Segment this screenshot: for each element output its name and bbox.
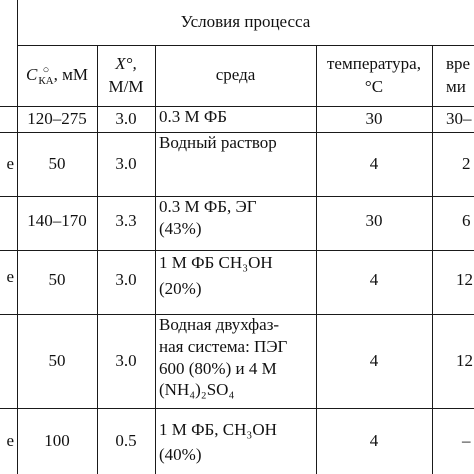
time-unit: ми [446, 76, 466, 96]
row1-ratio [97, 106, 155, 132]
header-ratio [97, 45, 155, 106]
row6-ratio [97, 408, 155, 474]
time-label: вре [446, 54, 471, 74]
time-value: – [462, 431, 471, 450]
row3-ratio [97, 196, 155, 250]
concentration-value: 100 [44, 431, 70, 450]
temp-value: 30 [365, 108, 383, 128]
row-label: e [6, 267, 14, 286]
x-unit: М/М [108, 76, 144, 96]
medium-line: (20%) [159, 279, 202, 299]
row5-ratio [97, 314, 155, 408]
ratio-value: 3.3 [115, 211, 137, 230]
row2-time [432, 132, 474, 196]
row5-temp [316, 314, 432, 408]
c-subscript: КА [38, 74, 54, 87]
row5-label [0, 314, 14, 408]
concentration-value: 50 [48, 153, 66, 173]
row2-temp [316, 132, 432, 196]
row2-medium [155, 132, 316, 196]
time-value: 12 [456, 270, 473, 289]
row1-time [432, 106, 474, 132]
temp-value: 4 [369, 270, 379, 289]
row2-ratio [97, 132, 155, 196]
c-scripts [38, 65, 53, 87]
medium-line: 0.3 М ФБ, ЭГ [159, 197, 257, 216]
header-temperature [316, 45, 432, 106]
medium-line: (NH₄)₂SO₄ [159, 380, 235, 400]
row-label: e [6, 153, 14, 173]
medium-line: 1 М ФБ, CH₃OH [159, 420, 277, 439]
row6-label [0, 408, 14, 474]
row6-concentration [17, 408, 97, 474]
c-symbol: C [26, 65, 38, 85]
row3-time [432, 196, 474, 250]
ratio-value: 3.0 [115, 108, 137, 128]
ratio-value: 3.0 [115, 350, 137, 370]
temp-unit: °C [364, 76, 384, 96]
row4-ratio [97, 250, 155, 314]
time-value: 2 [462, 153, 471, 173]
medium-line: (43%) [159, 219, 202, 239]
header-medium [155, 45, 316, 106]
ratio-value: 3.0 [115, 153, 137, 173]
temp-value: 4 [369, 350, 379, 370]
temp-value: 4 [369, 153, 379, 173]
temp-value: 4 [369, 431, 379, 450]
row4-label [0, 250, 14, 314]
row3-medium [155, 196, 316, 250]
row-label: e [6, 431, 14, 450]
concentration-value: 50 [48, 270, 66, 289]
row6-time [432, 408, 474, 474]
concentration-value: 50 [48, 350, 66, 370]
medium-line: 600 (80%) и 4 М [159, 358, 277, 378]
medium-line: Водная двухфаз- [159, 315, 280, 334]
row4-time [432, 250, 474, 314]
row5-medium [155, 314, 316, 408]
temp-label: температура, [327, 54, 421, 74]
header-time [432, 45, 474, 106]
time-value: 6 [462, 211, 471, 230]
row3-concentration [17, 196, 97, 250]
time-value: 30– [446, 108, 472, 128]
time-value: 12 [456, 350, 473, 370]
row1-label [0, 106, 14, 132]
medium-line: 1 М ФБ CH₃OH [159, 253, 273, 272]
medium-line: (40%) [159, 444, 202, 464]
row2-concentration [17, 132, 97, 196]
row1-concentration [17, 106, 97, 132]
row1-temp [316, 106, 432, 132]
concentration-value: 120–275 [27, 108, 87, 128]
row4-concentration [17, 250, 97, 314]
row3-label [0, 196, 14, 250]
row6-temp [316, 408, 432, 474]
c-unit: , мМ [53, 65, 88, 85]
ratio-value: 3.0 [115, 270, 137, 289]
x-symbol: X°, [115, 54, 137, 74]
temp-value: 30 [365, 211, 383, 230]
row6-medium [155, 408, 312, 474]
row2-label [0, 132, 14, 196]
row5-time [432, 314, 474, 408]
ratio-value: 0.5 [115, 431, 137, 450]
row4-temp [316, 250, 432, 314]
concentration-value: 140–170 [27, 211, 87, 230]
row3-temp [316, 196, 432, 250]
medium-label: среда [215, 65, 256, 85]
row1-medium [155, 106, 316, 132]
header-concentration [17, 45, 97, 106]
medium-line: ная система: ПЭГ [159, 336, 288, 356]
medium-line: Водный раствор [159, 133, 277, 152]
medium-line: 0.3 М ФБ [159, 107, 228, 126]
c-superscript: ○ [42, 63, 50, 76]
row5-concentration [17, 314, 97, 408]
process-conditions-header [17, 0, 474, 45]
process-conditions-text: Условия процесса [180, 12, 311, 32]
row4-medium [155, 250, 316, 314]
